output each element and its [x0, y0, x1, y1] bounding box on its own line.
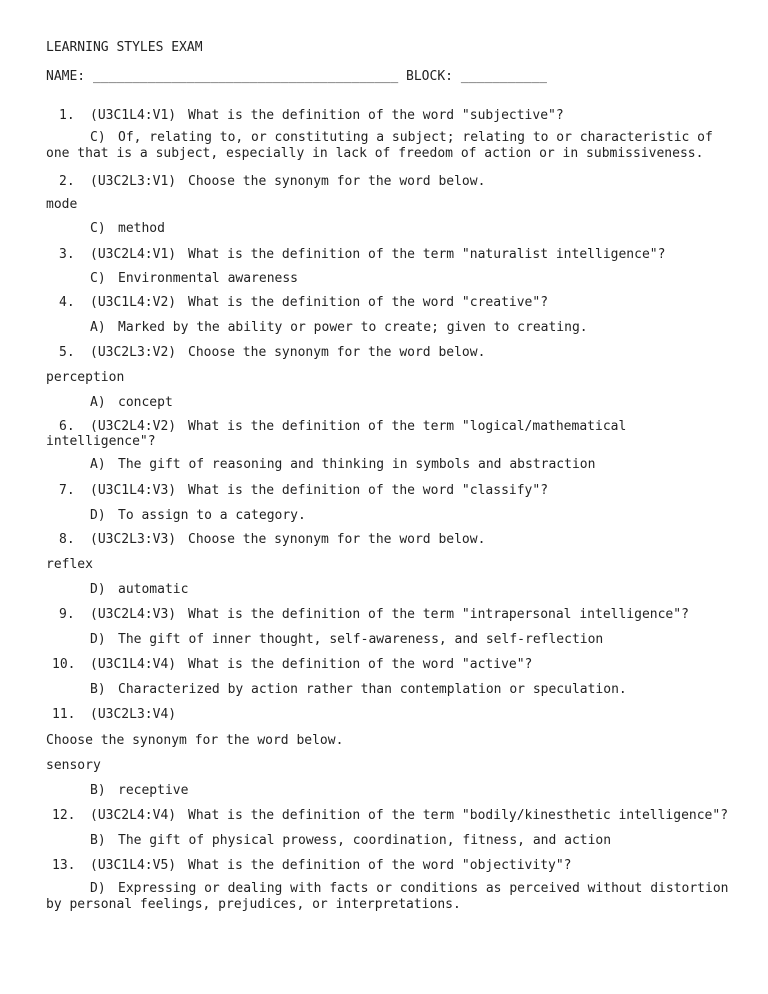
question-code: (U3C1L4:V3): [90, 483, 177, 498]
question-code: (U3C1L4:V1): [90, 108, 177, 123]
answer-text-continued: by personal feelings, prejudices, or interpretations.: [46, 897, 461, 912]
question-word: reflex: [46, 557, 93, 572]
question-prompt: Choose the synonym for the word below.: [188, 174, 486, 189]
question-number: 10.: [52, 657, 76, 672]
answer-text: Marked by the ability or power to create; given to creating.: [118, 320, 588, 335]
answer-letter: D): [90, 508, 106, 523]
question-code: (U3C1L4:V2): [90, 295, 177, 310]
question-code: (U3C2L4:V1): [90, 247, 177, 262]
answer-letter: A): [90, 320, 106, 335]
answer-text: Environmental awareness: [118, 271, 299, 286]
question-number: 2.: [59, 174, 75, 189]
answer-text-continued: one that is a subject, especially in lack of freedom of action or in submissiveness.: [46, 146, 704, 161]
question-prompt-continued: intelligence"?: [46, 434, 156, 449]
question-word: sensory: [46, 758, 101, 773]
question-number: 9.: [59, 607, 75, 622]
question-code: (U3C1L4:V5): [90, 858, 177, 873]
answer-text: To assign to a category.: [118, 508, 306, 523]
answer-letter: B): [90, 833, 106, 848]
question-prompt: Choose the synonym for the word below.: [188, 345, 486, 360]
question-number: 11.: [52, 707, 76, 722]
answer-letter: C): [90, 221, 106, 236]
answer-text: method: [118, 221, 165, 236]
answer-letter: D): [90, 632, 106, 647]
question-prompt: What is the definition of the word "active"?: [188, 657, 533, 672]
question-number: 6.: [59, 419, 75, 434]
answer-letter: A): [90, 457, 106, 472]
answer-text: The gift of inner thought, self-awareness, and self-reflection: [118, 632, 604, 647]
answer-letter: B): [90, 783, 106, 798]
answer-letter: D): [90, 881, 106, 896]
answer-letter: B): [90, 682, 106, 697]
question-prompt: What is the definition of the term "bodily/kinesthetic intelligence"?: [188, 808, 729, 823]
question-code: (U3C2L4:V2): [90, 419, 177, 434]
question-code: (U3C2L3:V4): [90, 707, 177, 722]
answer-letter: A): [90, 395, 106, 410]
answer-text: Of, relating to, or constituting a subject; relating to or characteristic of: [118, 130, 713, 145]
question-code: (U3C1L4:V4): [90, 657, 177, 672]
question-word: mode: [46, 197, 78, 212]
question-code: (U3C2L4:V4): [90, 808, 177, 823]
question-prompt: What is the definition of the term "logical/mathematical: [188, 419, 627, 434]
answer-letter: C): [90, 271, 106, 286]
answer-text: concept: [118, 395, 173, 410]
question-prompt: Choose the synonym for the word below.: [46, 733, 344, 748]
question-prompt: What is the definition of the word "objectivity"?: [188, 858, 572, 873]
question-number: 1.: [59, 108, 75, 123]
question-number: 5.: [59, 345, 75, 360]
question-number: 8.: [59, 532, 75, 547]
question-number: 7.: [59, 483, 75, 498]
question-number: 13.: [52, 858, 76, 873]
question-prompt: What is the definition of the word "subjective"?: [188, 108, 564, 123]
answer-text: automatic: [118, 582, 189, 597]
answer-text: Expressing or dealing with facts or conditions as perceived without distortion: [118, 881, 729, 896]
name-block-line: NAME: _______________________________________ BLOCK: ___________: [46, 69, 547, 84]
question-number: 12.: [52, 808, 76, 823]
exam-title: LEARNING STYLES EXAM: [46, 40, 203, 55]
question-code: (U3C2L3:V2): [90, 345, 177, 360]
answer-text: The gift of physical prowess, coordination, fitness, and action: [118, 833, 612, 848]
question-number: 4.: [59, 295, 75, 310]
answer-text: receptive: [118, 783, 189, 798]
answer-letter: C): [90, 130, 106, 145]
question-prompt: What is the definition of the term "naturalist intelligence"?: [188, 247, 666, 262]
question-prompt: Choose the synonym for the word below.: [188, 532, 486, 547]
answer-text: Characterized by action rather than contemplation or speculation.: [118, 682, 627, 697]
question-code: (U3C2L4:V3): [90, 607, 177, 622]
question-prompt: What is the definition of the term "intrapersonal intelligence"?: [188, 607, 689, 622]
question-code: (U3C2L3:V3): [90, 532, 177, 547]
answer-text: The gift of reasoning and thinking in symbols and abstraction: [118, 457, 596, 472]
question-word: perception: [46, 370, 125, 385]
question-prompt: What is the definition of the word "classify"?: [188, 483, 549, 498]
answer-letter: D): [90, 582, 106, 597]
question-number: 3.: [59, 247, 75, 262]
question-code: (U3C2L3:V1): [90, 174, 177, 189]
question-prompt: What is the definition of the word "creative"?: [188, 295, 549, 310]
